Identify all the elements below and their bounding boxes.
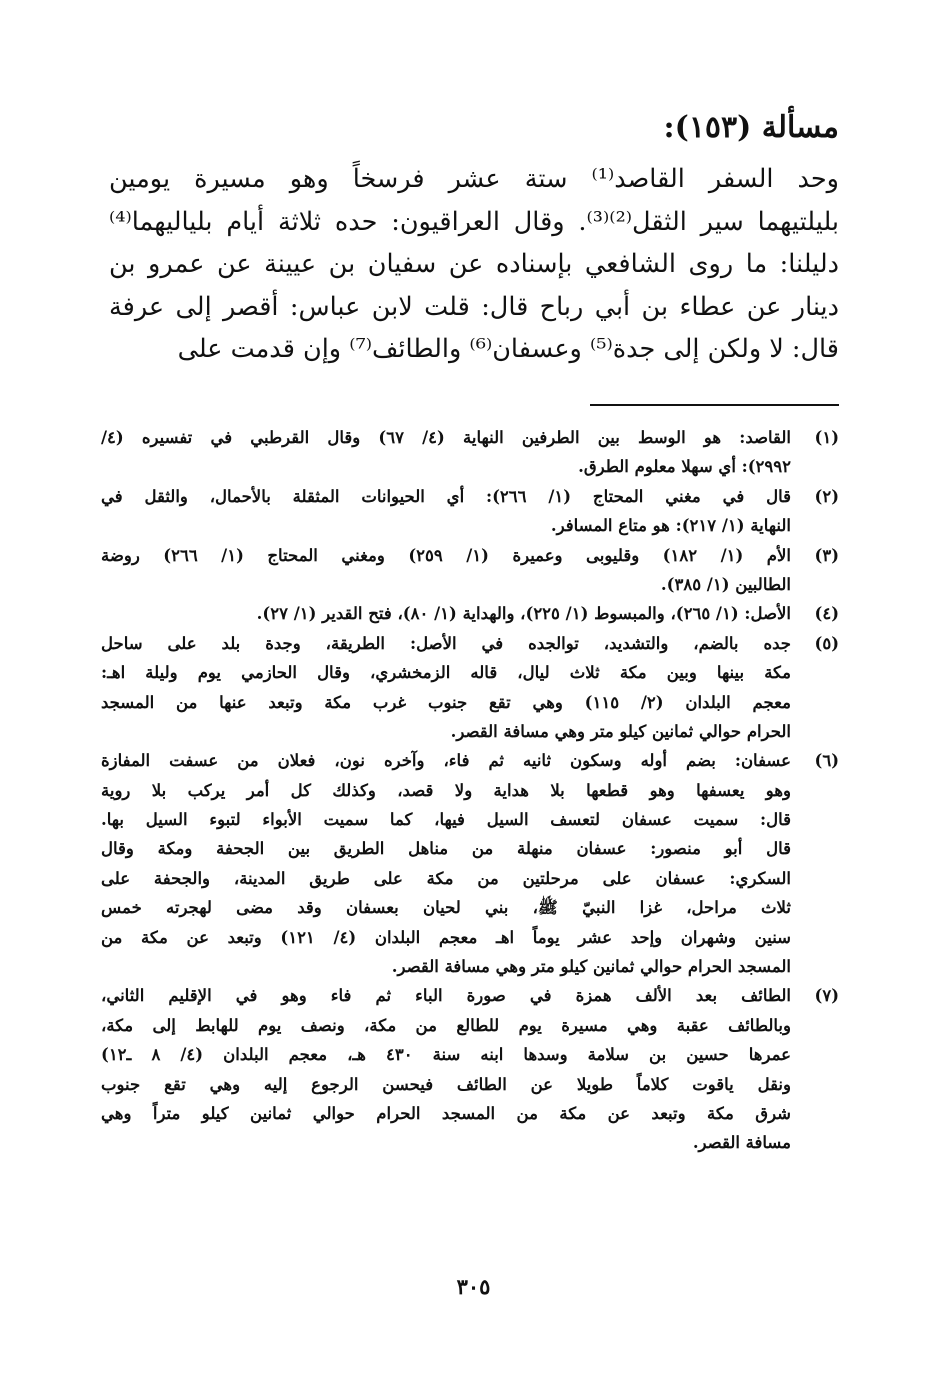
footnote-line: النهاية (١/ ٢١٧): هو متاع المسافر. (550, 516, 791, 536)
footnote-number: (٣) (814, 545, 839, 565)
footnote-line: القاصد: هو الوسط بين الطرفين النهاية (٤/ ٦٧) وقال القرطبي في تفسيره (٤/ (101, 428, 791, 447)
main-text-line: قال: لا ولكن إلى جدة⁽⁵⁾ وعسفان⁽⁶⁾ والطائف⁽⁷⁾ وإن قدمت على (177, 334, 839, 364)
footnote-number: (٢) (814, 486, 839, 506)
issue-heading: مسألة (١٥٣): (663, 110, 839, 145)
footnote-text (101, 482, 791, 541)
footnote-line: وهو يعسفها وهو قطعها بلا هداية ولا قصد، وكذلك كل أمر يركب بلا روية (101, 780, 791, 800)
footnote-line: شرق مكة وتبعد عن مكة من المسجد الحرام حوالي ثمانين كيلو متراً وهي (101, 1104, 791, 1123)
footnote-text (101, 629, 791, 747)
footnote-line: وبالطائف عقبة وهي مسيرة يوم للطالع من مكة، ونصف يوم للهابط إلى مكة، (101, 1015, 791, 1035)
footnote-line: قال في مغني المحتاج (١/ ٢٦٦): أي الحيوانات المثقلة بالأحمال، والثقل في (101, 486, 791, 506)
main-text-line: بليلتيهما سير الثقل⁽²⁾⁽³⁾. وقال العراقيون: حده ثلاثة أيام بلياليهما⁽⁴⁾ (109, 206, 839, 237)
footnote-line: الطائف بعد الألف همزة في صورة الباء ثم فاء وهو في الإقليم الثاني، (101, 986, 791, 1006)
footnote-text (101, 746, 791, 981)
footnote-line: مسافة القصر. (692, 1133, 791, 1153)
footnote-line: عمرها حسين بن سلامة وسدها ابنه سنة ٤٣٠ هـ، معجم البلدان (٤/ ٨ ـ١٢) (101, 1045, 791, 1065)
footnote (101, 541, 839, 600)
main-text-line: وحد السفر القاصد⁽¹⁾ ستة عشر فرسخاً وهو مسيرة يومين (109, 164, 839, 194)
main-text-line: دينار عن عطاء بن أبي رباح قال: قلت لابن عباس: أقصر إلى عرفة (109, 291, 839, 322)
footnote-line: الأم (١/ ١٨٢) وقليوبى وعميرة (١/ ٢٥٩) ومغني المحتاج (١/ ٢٦٦) روضة (101, 545, 791, 565)
footnote-line: الأصل: (١/ ٢٦٥)، والمبسوط (١/ ٢٢٥)، والهداية (١/ ٨٠)، فتح القدير (١/ ٢٧). (256, 604, 791, 624)
footnote (101, 482, 839, 541)
footnote-separator (590, 404, 839, 406)
footnote-number: (٦) (814, 751, 839, 771)
footnote (101, 423, 839, 482)
footnote-number: (٥) (814, 633, 839, 653)
footnotes (101, 423, 839, 1158)
footnote-text (101, 599, 791, 628)
footnote-line: عسفان: بضم أوله وسكون ثانيه ثم فاء، وآخره نون، فعلان من عسفت المفازة (101, 751, 791, 771)
main-text (109, 158, 839, 371)
footnote-line: ٢٩٩٢): أي سهلا معلوم الطرق. (578, 457, 791, 477)
footnote (101, 746, 839, 981)
footnote (101, 629, 839, 747)
footnote-line: الطالبين (١/ ٣٨٥). (660, 574, 791, 594)
footnote (101, 981, 839, 1157)
main-text-line: دليلنا: ما روى الشافعي بإسناده عن سفيان بن عيينة عن عمرو بن (109, 249, 839, 279)
footnote-number: (٧) (814, 986, 839, 1006)
footnote-number: (٤) (814, 604, 839, 624)
footnote-text (101, 541, 791, 600)
footnote-line: قال: سميت عسفان لتعسف السيل فيها، كما سميت الأبواء لتبوء السيل بها. (101, 810, 791, 830)
footnote-line: السكري: عسفان على مرحلتين من مكة على طريق المدينة، والجحفة على (101, 868, 791, 888)
footnote-line: ثلاث مراحل، غزا النبيّ ﷺ، بني لحيان بعسفان وقد مضى لهجرته خمس (101, 898, 791, 918)
footnote-line: سنين وشهران وإحد عشر يوماً اهـ معجم البلدان (٤/ ١٢١) وتبعد عن مكة من (101, 927, 791, 947)
footnote-line: مكة بينها وبين مكة ثلاث ليال، قاله الزمخشري، وقال الحازمي يوم وليلة اهـ: (101, 663, 791, 683)
footnote-line: معجم البلدان (٢/ ١١٥) وهي تقع جنوب غرب مكة وتبعد عنها من المسجد (101, 692, 791, 712)
footnote-text (101, 981, 791, 1157)
footnote-number: (١) (814, 428, 839, 447)
footnote-line: قال أبو منصور: عسفان منهلة من مناهل الطريق بين الجحفة ومكة وقال (101, 839, 791, 859)
footnote-line: المسجد الحرام حوالي ثمانين كيلو متر وهي مسافة القصر. (391, 957, 791, 977)
footnote-line: الحرام حوالي ثمانين كيلو متر وهي مسافة القصر. (450, 721, 791, 741)
footnote-line: ونقل ياقوت كلاماً طويلا عن الطائف فيحسن الرجوع إليه وهي تقع جنوب (101, 1074, 791, 1094)
footnote (101, 599, 839, 628)
page-number: ٣٠٥ (456, 1274, 491, 1299)
footnote-line: جده بالضم، والتشديد، توالجده في الأصل: الطريقة، وجدة بلد على ساحل (101, 633, 791, 653)
footnote-text (101, 423, 791, 482)
